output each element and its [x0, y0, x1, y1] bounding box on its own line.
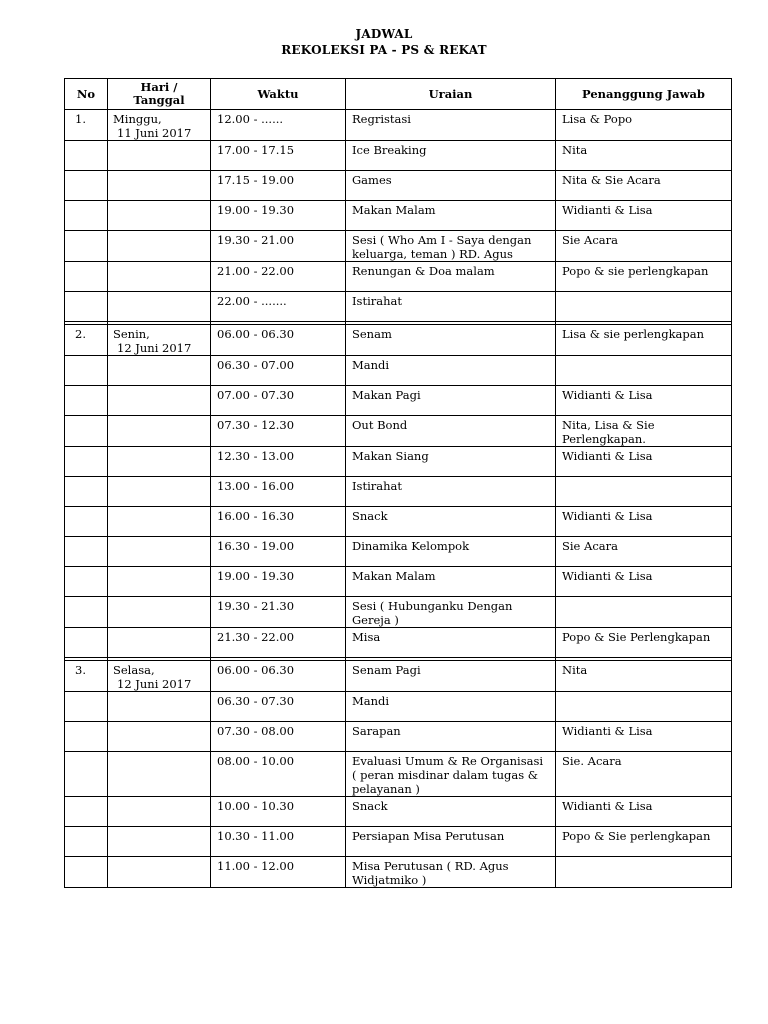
table-row: [65, 567, 732, 597]
cell-day: [108, 628, 211, 658]
cell-time: 21.00 - 22.00: [211, 262, 346, 292]
cell-day: [108, 416, 211, 447]
cell-day: [108, 507, 211, 537]
cell-no: [65, 356, 108, 386]
cell-no: [65, 597, 108, 628]
cell-pic: [556, 597, 732, 628]
cell-time: 07.30 - 08.00: [211, 722, 346, 752]
cell-day: [108, 231, 211, 262]
cell-time: 13.00 - 16.00: [211, 477, 346, 507]
cell-pic: Widianti & Lisa: [556, 797, 732, 827]
cell-description: Out Bond: [346, 416, 556, 447]
cell-pic: Lisa & Popo: [556, 110, 732, 141]
cell-pic: Nita, Lisa & Sie Perlengkapan.: [556, 416, 732, 447]
cell-pic: Sie Acara: [556, 537, 732, 567]
cell-time: 19.00 - 19.30: [211, 567, 346, 597]
cell-no: [65, 827, 108, 857]
cell-pic: [556, 356, 732, 386]
cell-pic: Widianti & Lisa: [556, 201, 732, 231]
cell-time: 06.30 - 07.00: [211, 356, 346, 386]
cell-day: [108, 356, 211, 386]
cell-no: [65, 722, 108, 752]
cell-description: Dinamika Kelompok: [346, 537, 556, 567]
cell-no: [65, 416, 108, 447]
cell-pic: [556, 692, 732, 722]
cell-day: [108, 141, 211, 171]
table-row: [65, 356, 732, 386]
cell-description: Makan Malam: [346, 201, 556, 231]
table-row: [65, 292, 732, 322]
cell-description: Senam Pagi: [346, 661, 556, 692]
cell-day: [108, 597, 211, 628]
cell-time: 08.00 - 10.00: [211, 752, 346, 797]
cell-no: [65, 477, 108, 507]
cell-no: 3.: [65, 661, 108, 692]
cell-time: 17.15 - 19.00: [211, 171, 346, 201]
cell-pic: [556, 477, 732, 507]
cell-pic: [556, 292, 732, 322]
day-name: Selasa,: [113, 663, 155, 677]
cell-description: Renungan & Doa malam: [346, 262, 556, 292]
day-name: Minggu,: [113, 112, 162, 126]
cell-day: [108, 477, 211, 507]
header-day-line2: Tanggal: [133, 93, 185, 107]
cell-pic: Widianti & Lisa: [556, 722, 732, 752]
cell-no: 2.: [65, 325, 108, 356]
table-row: [65, 201, 732, 231]
cell-day: [108, 447, 211, 477]
cell-no: [65, 797, 108, 827]
cell-pic: Sie Acara: [556, 231, 732, 262]
cell-description: Mandi: [346, 692, 556, 722]
cell-description: Sesi ( Who Am I - Saya dengan keluarga, teman ) RD. Agus: [346, 231, 556, 262]
cell-no: [65, 262, 108, 292]
cell-description: Makan Pagi: [346, 386, 556, 416]
cell-day: [108, 752, 211, 797]
cell-pic: Widianti & Lisa: [556, 386, 732, 416]
cell-description: Makan Siang: [346, 447, 556, 477]
cell-time: 06.30 - 07.30: [211, 692, 346, 722]
cell-day: [108, 857, 211, 888]
cell-day: [108, 325, 211, 356]
table-header-row: [65, 79, 732, 110]
table-row: [65, 507, 732, 537]
cell-description: Sarapan: [346, 722, 556, 752]
table-row: [65, 857, 732, 888]
table-row: [65, 752, 732, 797]
header-day-line1: Hari /: [140, 80, 178, 94]
cell-no: [65, 628, 108, 658]
cell-description: Regristasi: [346, 110, 556, 141]
cell-time: 22.00 - .......: [211, 292, 346, 322]
table-row: [65, 416, 732, 447]
cell-pic: Nita & Sie Acara: [556, 171, 732, 201]
cell-day: [108, 386, 211, 416]
header-time: Waktu: [211, 79, 346, 110]
header-description: Uraian: [346, 79, 556, 110]
cell-day: [108, 567, 211, 597]
cell-time: 16.30 - 19.00: [211, 537, 346, 567]
table-row: [65, 325, 732, 356]
cell-no: [65, 292, 108, 322]
table-row: [65, 141, 732, 171]
cell-description: Senam: [346, 325, 556, 356]
cell-pic: Widianti & Lisa: [556, 567, 732, 597]
document-title: JADWAL: [355, 27, 413, 41]
cell-day: [108, 692, 211, 722]
cell-day: [108, 171, 211, 201]
cell-no: [65, 692, 108, 722]
cell-day: [108, 797, 211, 827]
cell-no: [65, 537, 108, 567]
table-row: [65, 661, 732, 692]
cell-time: 19.30 - 21.00: [211, 231, 346, 262]
day-date: 12 Juni 2017: [117, 677, 192, 691]
day-date: 11 Juni 2017: [117, 126, 192, 140]
cell-description: Ice Breaking: [346, 141, 556, 171]
cell-time: 07.00 - 07.30: [211, 386, 346, 416]
day-name: Senin,: [113, 327, 150, 341]
table-row: [65, 827, 732, 857]
cell-time: 07.30 - 12.30: [211, 416, 346, 447]
cell-time: 17.00 - 17.15: [211, 141, 346, 171]
cell-no: [65, 752, 108, 797]
cell-day: [108, 537, 211, 567]
cell-time: 12.30 - 13.00: [211, 447, 346, 477]
cell-no: [65, 231, 108, 262]
cell-pic: Popo & sie perlengkapan: [556, 262, 732, 292]
table-row: [65, 231, 732, 262]
cell-day: [108, 827, 211, 857]
cell-day: [108, 661, 211, 692]
day-date: 12 Juni 2017: [117, 341, 192, 355]
cell-no: [65, 141, 108, 171]
cell-no: [65, 857, 108, 888]
cell-no: [65, 447, 108, 477]
table-row: [65, 692, 732, 722]
cell-day: [108, 110, 211, 141]
cell-description: Misa Perutusan ( RD. Agus Widjatmiko ): [346, 857, 556, 888]
cell-no: [65, 171, 108, 201]
table-row: [65, 722, 732, 752]
cell-no: [65, 507, 108, 537]
header-no: No: [65, 79, 108, 110]
cell-time: 10.30 - 11.00: [211, 827, 346, 857]
cell-pic: [556, 857, 732, 888]
document-subtitle: REKOLEKSI PA - PS & REKAT: [281, 43, 487, 57]
schedule-table: [64, 78, 732, 888]
cell-time: 12.00 - ......: [211, 110, 346, 141]
cell-time: 06.00 - 06.30: [211, 661, 346, 692]
cell-pic: Popo & Sie Perlengkapan: [556, 628, 732, 658]
cell-time: 06.00 - 06.30: [211, 325, 346, 356]
cell-day: [108, 292, 211, 322]
cell-description: Istirahat: [346, 477, 556, 507]
cell-time: 16.00 - 16.30: [211, 507, 346, 537]
table-row: [65, 262, 732, 292]
header-day: [108, 79, 211, 110]
table-row: [65, 597, 732, 628]
cell-pic: Nita: [556, 141, 732, 171]
table-row: [65, 171, 732, 201]
cell-description: Snack: [346, 507, 556, 537]
cell-pic: Widianti & Lisa: [556, 447, 732, 477]
cell-description: Games: [346, 171, 556, 201]
cell-description: Sesi ( Hubunganku Dengan Gereja ): [346, 597, 556, 628]
cell-no: [65, 386, 108, 416]
cell-time: 19.30 - 21.30: [211, 597, 346, 628]
cell-pic: Nita: [556, 661, 732, 692]
cell-description: Istirahat: [346, 292, 556, 322]
table-row: [65, 386, 732, 416]
cell-pic: Sie. Acara: [556, 752, 732, 797]
table-row: [65, 447, 732, 477]
cell-no: 1.: [65, 110, 108, 141]
cell-description: Evaluasi Umum & Re Organisasi ( peran misdinar dalam tugas & pelayanan ): [346, 752, 556, 797]
cell-description: Mandi: [346, 356, 556, 386]
table-row: [65, 110, 732, 141]
cell-no: [65, 201, 108, 231]
table-row: [65, 537, 732, 567]
cell-day: [108, 201, 211, 231]
cell-description: Makan Malam: [346, 567, 556, 597]
cell-day: [108, 262, 211, 292]
cell-pic: Widianti & Lisa: [556, 507, 732, 537]
cell-time: 10.00 - 10.30: [211, 797, 346, 827]
cell-pic: Popo & Sie perlengkapan: [556, 827, 732, 857]
cell-time: 21.30 - 22.00: [211, 628, 346, 658]
cell-no: [65, 567, 108, 597]
header-pic: Penanggung Jawab: [556, 79, 732, 110]
cell-day: [108, 722, 211, 752]
cell-description: Misa: [346, 628, 556, 658]
table-row: [65, 797, 732, 827]
cell-time: 19.00 - 19.30: [211, 201, 346, 231]
cell-time: 11.00 - 12.00: [211, 857, 346, 888]
table-row: [65, 628, 732, 658]
cell-description: Snack: [346, 797, 556, 827]
cell-pic: Lisa & sie perlengkapan: [556, 325, 732, 356]
cell-description: Persiapan Misa Perutusan: [346, 827, 556, 857]
table-row: [65, 477, 732, 507]
